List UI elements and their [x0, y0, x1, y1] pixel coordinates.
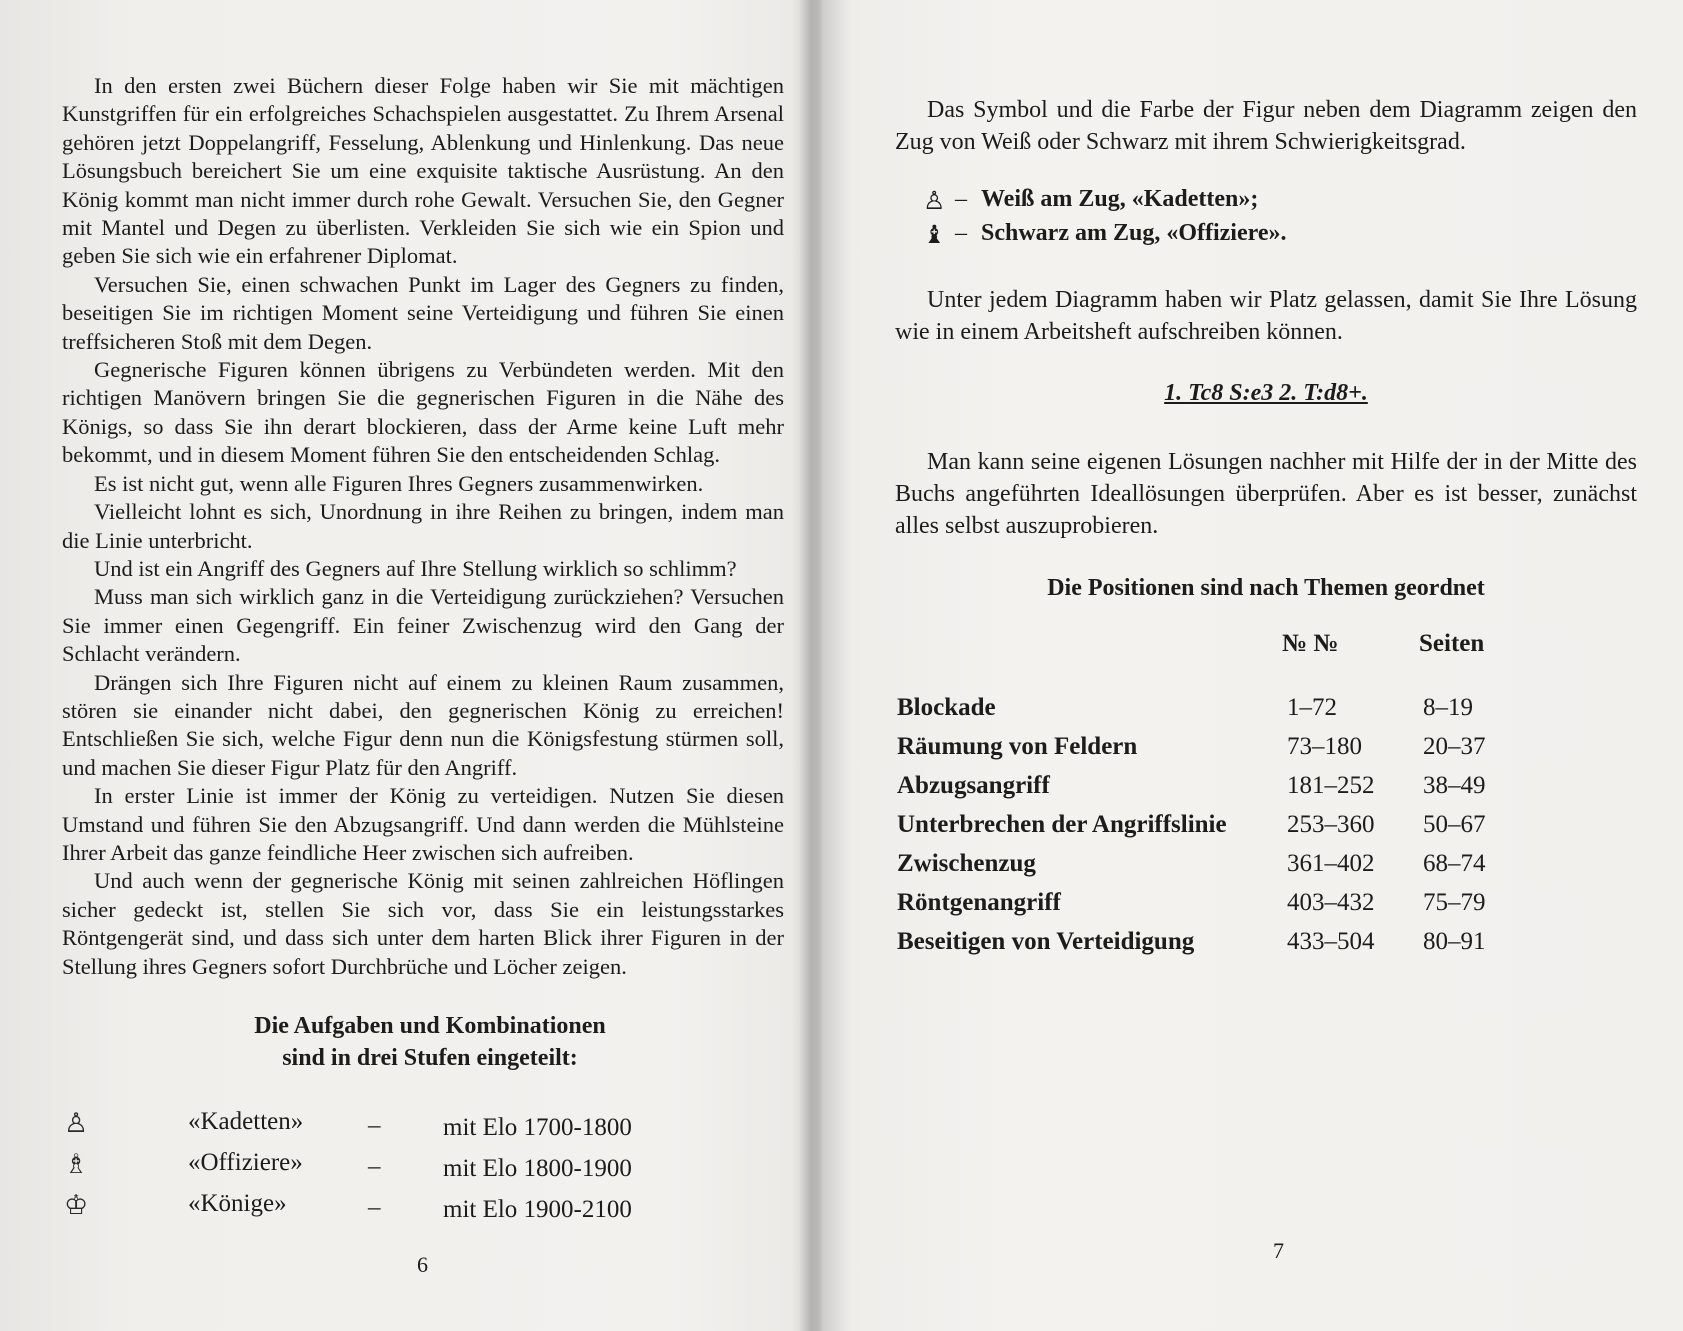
- page-number: 6: [417, 1252, 428, 1277]
- theme-numbers: 181–252: [1287, 772, 1375, 799]
- symbol-text: Schwarz am Zug, «Offiziere».: [981, 220, 1287, 246]
- pages-header: Seiten: [1419, 630, 1485, 657]
- table-row: [897, 928, 1617, 967]
- paragraph: Gegnerische Figuren können übrigens zu Verbündeten werden. Mit den richtigen Manövern bringen Sie die gegnerischen Figuren in die Nähe des Königs, so dass Sie ihn derart blockieren, dass der Arme keine Luft mehr bekommt, und in diesem Moment führen Sie den entscheidenden Schlag.: [62, 357, 784, 468]
- themes-table: [897, 630, 1617, 967]
- paragraph: In erster Linie ist immer der König zu verteidigen. Nutzen Sie diesen Umstand und führen Sie den Abzugsangriff. Und dann werden die Mühlsteine Ihrer Arbeit das ganze feindliche Heer zwischen sich aufreiben.: [62, 783, 784, 865]
- theme-name: Röntgenangriff: [897, 889, 1061, 916]
- level-name: «Kadetten»: [188, 1108, 304, 1135]
- theme-numbers: 1–72: [1287, 694, 1337, 721]
- paragraph: Und auch wenn der gegnerische König mit seinen zahlreichen Höflingen sicher gedeckt ist, stellen Sie sich vor, dass Sie ein leistungsstarkes Röntgengerät sind, und dass sich unter dem harten Blick ihrer Figuren in der Stellung ihres Gegners sofort Durchbrüche und Löcher zeigen.: [62, 868, 784, 979]
- theme-name: Abzugsangriff: [897, 772, 1050, 799]
- theme-name: Beseitigen von Verteidigung: [897, 928, 1195, 955]
- level-row-koenige: [58, 1190, 758, 1231]
- level-name: «Offiziere»: [188, 1149, 303, 1176]
- black-bishop-icon: ♝: [923, 220, 946, 249]
- theme-name: Blockade: [897, 694, 996, 721]
- paragraph: Muss man sich wirklich ganz in die Verteidigung zurückziehen? Versuchen Sie immer einen Gegengriff. Ein feiner Zwischenzug wird den Gang der Schlacht verändern.: [62, 584, 784, 667]
- paragraph: Vielleicht lohnt es sich, Unordnung in ihre Reihen zu bringen, indem man die Linie unterbricht.: [62, 499, 784, 553]
- theme-pages: 50–67: [1423, 811, 1486, 838]
- symbol-dash: –: [955, 220, 967, 246]
- symbol-dash: –: [955, 186, 967, 212]
- theme-name: Zwischenzug: [897, 850, 1036, 877]
- themes-heading: Die Positionen sind nach Themen geordnet: [1047, 575, 1485, 601]
- difficulty-levels: [58, 1108, 758, 1231]
- theme-pages: 20–37: [1423, 733, 1486, 760]
- theme-pages: 75–79: [1423, 889, 1486, 916]
- symbol-row-white: [923, 186, 1623, 220]
- numbers-header: № №: [1282, 630, 1339, 657]
- paragraph: Es ist nicht gut, wenn alle Figuren Ihres Gegners zusammenwirken.: [94, 470, 704, 496]
- table-row: [897, 889, 1617, 928]
- white-king-icon: ♔: [64, 1190, 89, 1221]
- white-bishop-icon: ♗: [64, 1149, 89, 1180]
- table-row: [897, 850, 1617, 889]
- levels-heading-line1: Die Aufgaben und Kombinationen: [254, 1013, 606, 1039]
- table-row: [897, 772, 1617, 811]
- level-row-offiziere: [58, 1149, 758, 1190]
- level-dash: –: [368, 1194, 381, 1221]
- symbol-row-black: [923, 220, 1623, 254]
- level-elo: mit Elo 1700-1800: [443, 1114, 632, 1141]
- paragraph: In den ersten zwei Büchern dieser Folge haben wir Sie mit mächtigen Kunstgriffen für ein erfolgreiches Schachspielen ausgestattet. Zu Ihrem Arsenal gehören jetzt Doppelangriff, Fesselung, Ablenkung und Hinlenkung. Das neue Lösungsbuch bereichert Sie um eine exquisite taktische Ausrüstung. An den König kommt man nicht immer durch rohe Gewalt. Versuchen Sie, den Gegner mit Mantel und Degen zu überlisten. Verkleiden Sie sich wie ein Spion und geben Sie sich wie ein erfahrener Diplomat.: [62, 73, 784, 269]
- right-page: [825, 0, 1683, 1331]
- left-page: [0, 0, 805, 1331]
- space-note: [895, 284, 1637, 348]
- level-elo: mit Elo 1800-1900: [443, 1155, 632, 1182]
- levels-heading: [120, 1010, 740, 1074]
- level-dash: –: [368, 1153, 381, 1180]
- table-header: [897, 630, 1617, 694]
- symbol-text: Weiß am Zug, «Kadetten»;: [981, 186, 1259, 212]
- paragraph: Man kann seine eigenen Lösungen nachher mit Hilfe der in der Mitte des Buchs angeführten Ideallösungen überprüfen. Aber es ist besser, zunächst alles selbst auszuprobieren.: [895, 449, 1637, 539]
- theme-pages: 80–91: [1423, 928, 1486, 955]
- table-row: [897, 811, 1617, 850]
- symbol-legend: [923, 186, 1623, 254]
- paragraph: Und ist ein Angriff des Gegners auf Ihre Stellung wirklich so schlimm?: [94, 555, 737, 581]
- levels-heading-line2: sind in drei Stufen eingeteilt:: [282, 1045, 578, 1071]
- theme-numbers: 403–432: [1287, 889, 1375, 916]
- intro-text: [62, 72, 784, 981]
- level-dash: –: [368, 1112, 381, 1139]
- theme-pages: 68–74: [1423, 850, 1486, 877]
- theme-name: Unterbrechen der Angriffslinie: [897, 811, 1227, 838]
- theme-name: Räumung von Feldern: [897, 733, 1138, 760]
- level-elo: mit Elo 1900-2100: [443, 1196, 632, 1223]
- paragraph: Unter jedem Diagramm haben wir Platz gelassen, damit Sie Ihre Lösung wie in einem Arbeitsheft aufschreiben können.: [895, 287, 1637, 345]
- theme-pages: 8–19: [1423, 694, 1473, 721]
- theme-numbers: 253–360: [1287, 811, 1375, 838]
- paragraph: Versuchen Sie, einen schwachen Punkt im Lager des Gegners zu finden, beseitigen Sie im richtigen Moment seine Verteidigung und führen Sie einen treffsicheren Stoß mit dem Degen.: [62, 271, 784, 354]
- page-number: 7: [1273, 1238, 1284, 1263]
- paragraph: Drängen sich Ihre Figuren nicht auf einem zu kleinen Raum zusammen, stören sie einander nicht dabei, den gegnerischen König zu erreichen! Entschließen Sie sich, welche Figur denn nun die Königsfestung stürmen soll, und machen Sie dieser Figur Platz für den Angriff.: [62, 669, 784, 780]
- example-solution: 1. Tc8 S:e3 2. T:d8+.: [1164, 380, 1368, 406]
- level-row-kadetten: [58, 1108, 758, 1149]
- level-name: «Könige»: [188, 1190, 287, 1217]
- check-note: [895, 446, 1637, 542]
- white-pawn-icon: ♙: [64, 1108, 89, 1139]
- white-pawn-icon: ♙: [923, 186, 946, 215]
- table-row: [897, 694, 1617, 733]
- theme-numbers: 361–402: [1287, 850, 1375, 877]
- table-row: [897, 733, 1617, 772]
- theme-numbers: 433–504: [1287, 928, 1375, 955]
- paragraph: Das Symbol und die Farbe der Figur neben dem Diagramm zeigen den Zug von Weiß oder Schwarz mit ihrem Schwierigkeitsgrad.: [895, 97, 1637, 155]
- theme-pages: 38–49: [1423, 772, 1486, 799]
- symbol-intro: [895, 94, 1637, 158]
- theme-numbers: 73–180: [1287, 733, 1362, 760]
